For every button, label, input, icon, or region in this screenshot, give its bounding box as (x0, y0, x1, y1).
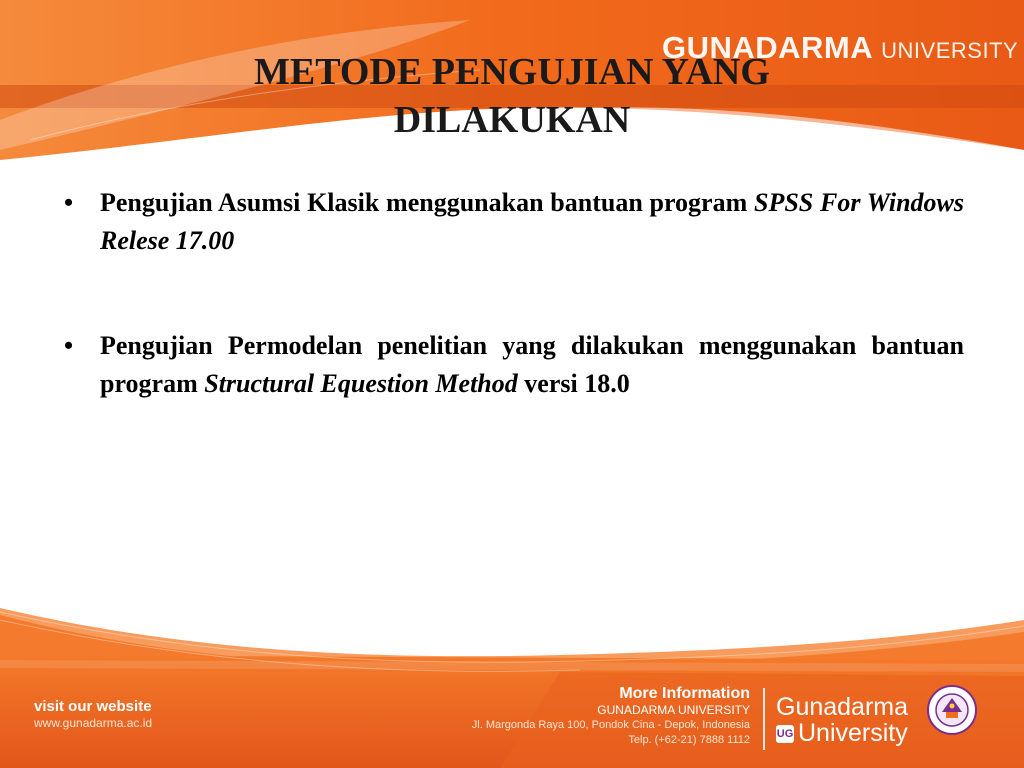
phone-text: Telp. (+62-21) 7888 1112 (628, 734, 750, 746)
brand-bold-text: GUNADARMA (662, 30, 874, 65)
title-line-1: METODE PENGUJIAN YANG (254, 51, 770, 93)
bullet-item-2 (60, 327, 964, 403)
bullet-1-text: Pengujian Asumsi Klasik menggunakan bantuan program (100, 188, 748, 217)
bullet-list (60, 184, 964, 403)
bullet-2-tail: versi 18.0 (524, 369, 630, 398)
slide-title (130, 48, 894, 144)
title-line-2: DILAKUKAN (393, 99, 631, 141)
logo-line-2: University (798, 719, 908, 747)
more-information (472, 684, 750, 748)
website-link[interactable]: www.gunadarma.ac.id (34, 716, 153, 730)
university-seal-icon (926, 684, 978, 736)
ug-mark-icon: UG (776, 725, 794, 743)
bullet-2-italic: Structural Equestion Method (204, 369, 518, 398)
gunadarma-logo (776, 694, 908, 746)
bullet-2-text: Pengujian Permodelan penelitian yang dilakukan menggunakan bantuan program (100, 331, 964, 398)
footer-divider (763, 688, 765, 750)
bullet-1-italic: SPSS For Windows Relese 17.00 (100, 188, 964, 255)
visit-website[interactable] (34, 698, 152, 730)
bullet-dot-icon: • (64, 188, 74, 217)
address-text: Jl. Margonda Raya 100, Pondok Cina - Depok, Indonesia (471, 719, 750, 731)
brand-light-text: UNIVERSITY (881, 38, 1019, 63)
more-info-heading: More Information (619, 685, 750, 702)
bullet-item-1 (60, 184, 964, 260)
bullet-dot-icon: • (64, 331, 74, 360)
org-name: GUNADARMA UNIVERSITY (597, 703, 750, 717)
visit-label: visit our website (34, 698, 152, 715)
logo-line-1: Gunadarma (776, 693, 909, 721)
